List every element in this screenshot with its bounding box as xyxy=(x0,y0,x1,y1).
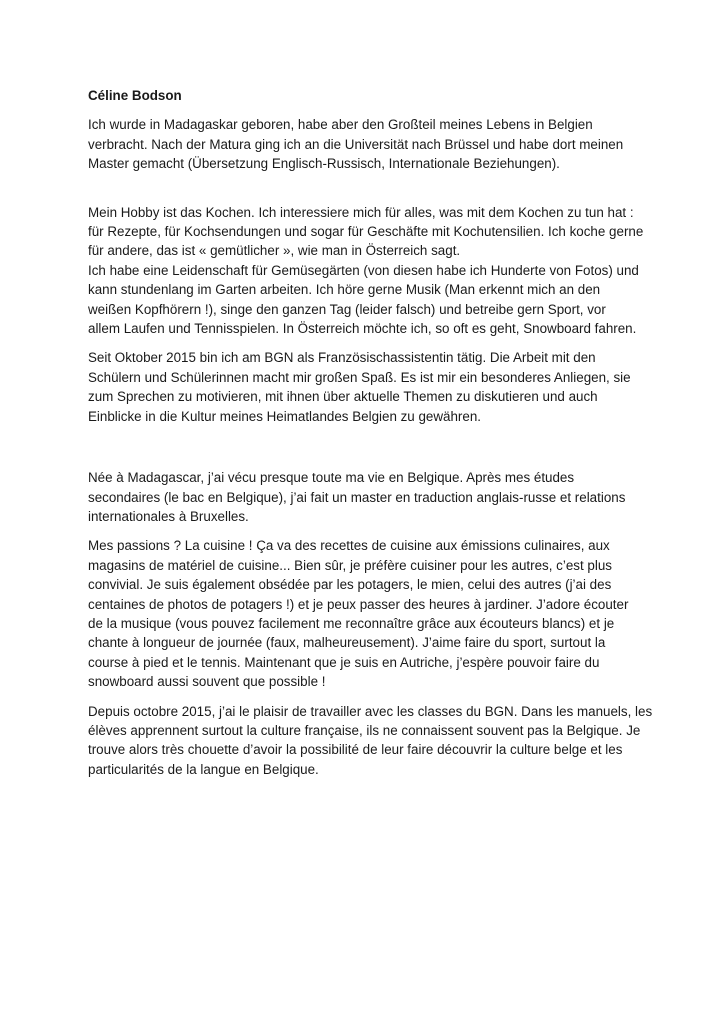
text-line: Einblicke in die Kultur meines Heimatlandes Belgien zu gewähren. xyxy=(88,408,482,424)
text-line: secondaires (le bac en Belgique), j’ai fait un master en traduction anglais-russe et relations xyxy=(88,489,626,505)
french-paragraph-work xyxy=(88,702,678,780)
text-line: Master gemacht (Übersetzung Englisch-Russisch, Internationale Beziehungen). xyxy=(88,156,560,172)
text-line: kann stundenlang im Garten arbeiten. Ich höre gerne Musik (Man erkennt mich an den xyxy=(88,282,601,298)
text-line: course à pied et le tennis. Maintenant que je suis en Autriche, j’espère pouvoir faire du xyxy=(88,654,600,670)
text-line: magasins de matériel de cuisine... Bien sûr, je préfère cuisiner pour les autres, c’est plus xyxy=(88,557,612,573)
text-line: Schülern und Schülerinnen macht mir großen Spaß. Es ist mir ein besonderes Anliegen, sie xyxy=(88,369,631,385)
german-paragraph-origin xyxy=(88,115,678,173)
text-line: internationales à Bruxelles. xyxy=(88,508,249,524)
text-line: Ich wurde in Madagaskar geboren, habe aber den Großteil meines Lebens in Belgien xyxy=(88,117,593,133)
text-line: convivial. Je suis également obsédée par les potagers, le mien, celui des autres (j’ai des xyxy=(88,577,612,593)
text-line: für Rezepte, für Kochsendungen und sogar für Geschäfte mit Kochutensilien. Ich koche gerne xyxy=(88,224,644,240)
text-line: allem Laufen und Tennisspielen. In Österreich möchte ich, so oft es geht, Snowboard fahren. xyxy=(88,321,637,337)
text-line: zum Sprechen zu motivieren, mit ihnen über aktuelle Themen zu diskutieren und auch xyxy=(88,389,598,405)
text-line: für andere, das ist « gemütlicher », wie man in Österreich sagt. xyxy=(88,243,461,259)
text-line: de la musique (vous pouvez facilement me reconnaître grâce aux écouteurs blancs) et je xyxy=(88,615,615,631)
text-line: Depuis octobre 2015, j’ai le plaisir de travailler avec les classes du BGN. Dans les manuels, les xyxy=(88,703,653,719)
text-line: élèves apprennent surtout la culture française, ils ne connaissent souvent pas la Belgique. Je xyxy=(88,722,641,738)
text-line: particularités de la langue en Belgique. xyxy=(88,761,319,777)
text-line: chante à longueur de journée (faux, malheureusement). J’aime faire du sport, surtout la xyxy=(88,635,606,651)
text-line: weißen Kopfhörern !), singe den ganzen Tag (leider falsch) und betreibe gern Sport, vor xyxy=(88,301,606,317)
text-line: Seit Oktober 2015 bin ich am BGN als Französischassistentin tätig. Die Arbeit mit den xyxy=(88,350,596,366)
text-line: Née à Madagascar, j’ai vécu presque toute ma vie en Belgique. Après mes études xyxy=(88,470,575,486)
blank-line xyxy=(88,184,678,203)
french-paragraph-hobbies xyxy=(88,536,678,691)
german-paragraph-hobbies xyxy=(88,203,678,339)
document-body xyxy=(88,86,678,789)
french-paragraph-origin xyxy=(88,468,678,526)
text-line: Mes passions ? La cuisine ! Ça va des recettes de cuisine aux émissions culinaires, aux xyxy=(88,538,610,554)
page-title: Céline Bodson xyxy=(88,88,182,103)
text-line: Mein Hobby ist das Kochen. Ich interessiere mich für alles, was mit dem Kochen zu tun hat : xyxy=(88,204,634,220)
text-line: snowboard aussi souvent que possible ! xyxy=(88,674,326,690)
text-line: Ich habe eine Leidenschaft für Gemüsegärten (von diesen habe ich Hunderte von Fotos) und xyxy=(88,262,639,278)
text-line: centaines de photos de potagers !) et je peux passer des heures à jardiner. J’adore écouter xyxy=(88,596,629,612)
text-line: verbracht. Nach der Matura ging ich an die Universität nach Brüssel und habe dort meinen xyxy=(88,136,624,152)
german-paragraph-work xyxy=(88,348,678,426)
text-line: trouve alors très chouette d’avoir la possibilité de leur faire découvrir la culture belge et les xyxy=(88,742,623,758)
section-spacer xyxy=(88,436,678,468)
